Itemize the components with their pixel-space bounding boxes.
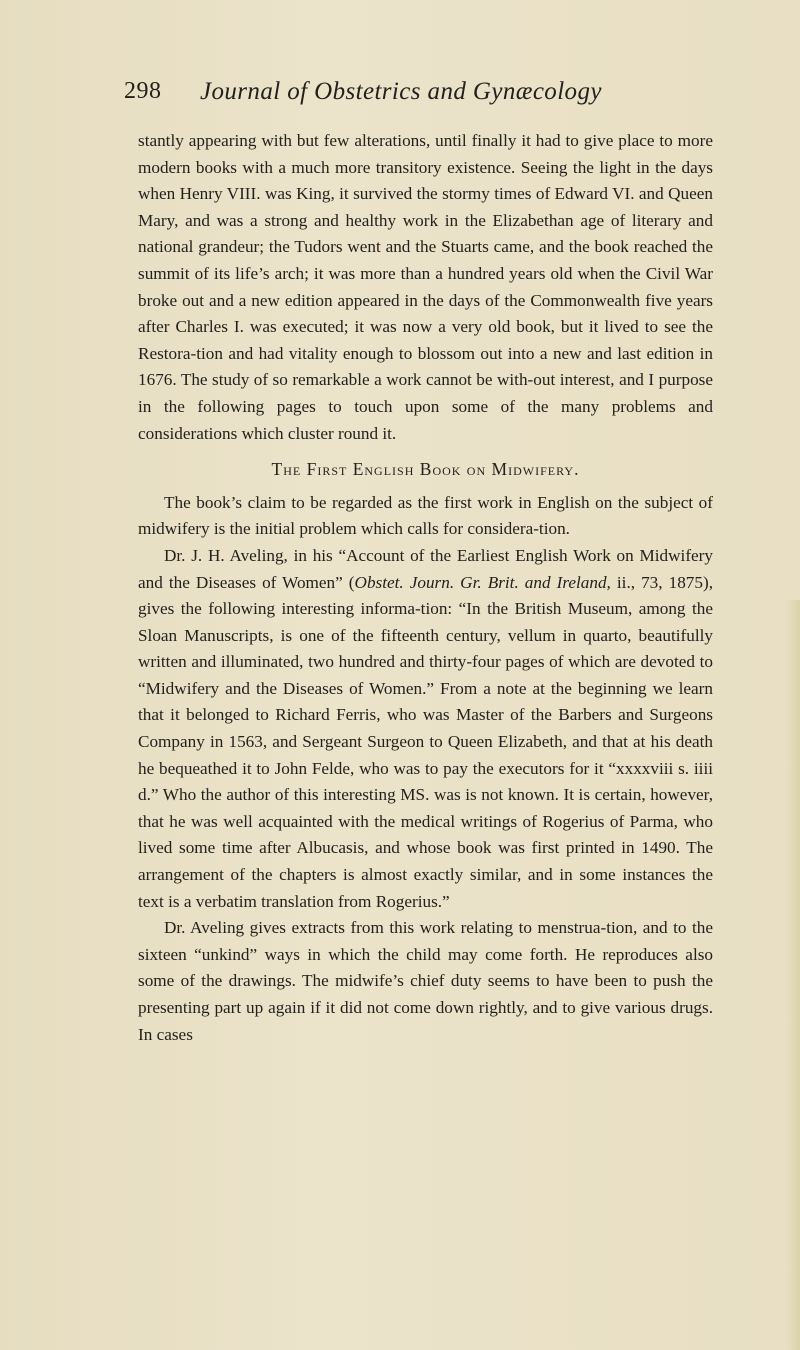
section-heading: The First English Book on Midwifery. [271,459,580,480]
journal-citation: Obstet. Journ. Gr. Brit. and Ireland, [354,572,611,592]
page-edge-stain [786,600,800,1350]
body-text [138,128,713,1048]
page-number: 298 [124,78,162,104]
aveling-text-rest: ii., 73, 1875), gives the following interesting informa-tion: “In the British Museum, among the Sloan Manuscripts, is one of the fifteenth century, vellum in quarto, beautifully written and illuminated, two hundred and thirty-four pages of which are devoted to “Midwifery and the Diseases of Women.” From a note at the beginning we learn that it belonged to Richard Ferris, who was Master of the Barbers and Surgeons Company in 1563, and Sergeant Surgeon to Queen Elizabeth, and that at his death he bequeathed it to John Felde, who was to pay the executors for it “xxxxviii s. iiii d.” Who the author of this interesting MS. was is not known. It is certain, however, that he was well acquainted with the medical writings of Rogerius of Parma, who lived some time after Albucasis, and whose book was first printed in 1490. The arrangement of the chapters is almost exactly similar, and in some instances the text is a verbatim translation from Rogerius.” [138,572,713,911]
running-header [0,78,800,118]
running-title: Journal of Obstetrics and Gynæcology [200,78,602,105]
aveling-text-start: Dr. J. H. Aveling, in his “Account of the Earliest English Work on Midwifery and the Diseases of Women” ( [138,545,713,592]
paragraph-extracts: Dr. Aveling gives extracts from this work relating to menstrua-tion, and to the sixteen “unkind” ways in which the child may come forth. He reproduces also some of the drawings. The midwife’s chief duty seems to have been to push the presenting part up again if it did not come down rightly, and to give various drugs. In cases [138,918,713,1044]
paragraph-book-claim: The book’s claim to be regarded as the first work in English on the subject of midwifery is the initial problem which calls for considera-tion. [138,492,713,539]
paragraph-aveling-account [138,543,713,915]
paragraph-continuation: stantly appearing with but few alterations, until finally it had to give place to more modern books with a much more transitory existence. Seeing the light in the days when Henry VIII. was King, it survived the stormy times of Edward VI. and Queen Mary, and was a strong and healthy work in the Elizabethan age of literary and national grandeur; the Tudors went and the Stuarts came, and the book reached the summit of its life’s arch; it was more than a hundred years old when the Civil War broke out and a new edition appeared in the days of the Commonwealth five years after Charles I. was executed; it was now a very old book, but it lived to see the Restora-tion and had vitality enough to blossom out into a new and last edition in 1676. The study of so remarkable a work cannot be with-out interest, and I purpose in the following pages to touch upon some of the many problems and considerations which cluster round it. [138,131,713,443]
